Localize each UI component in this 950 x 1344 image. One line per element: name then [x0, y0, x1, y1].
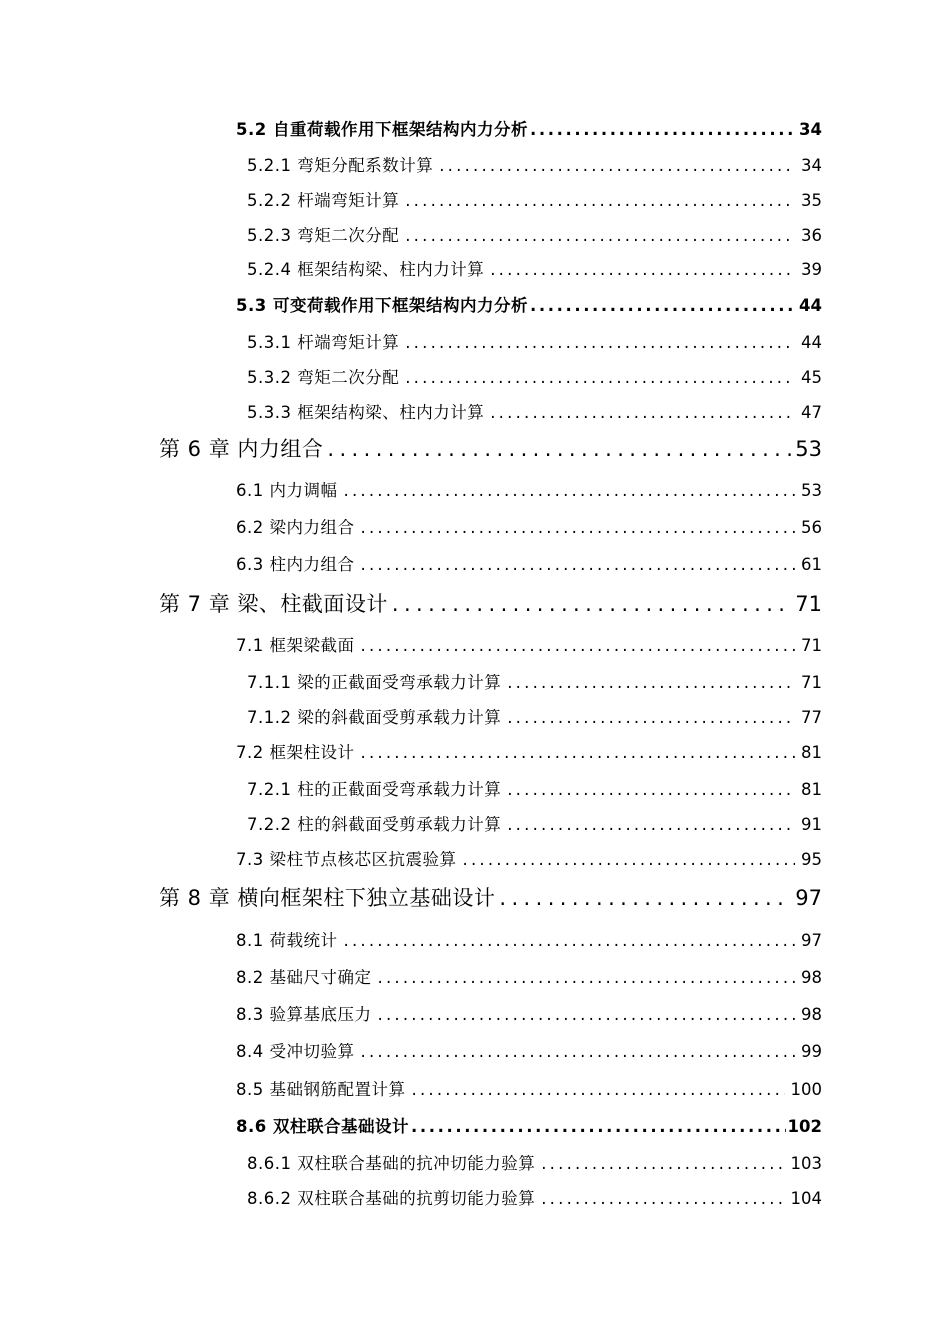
toc-entry-page: 34 — [801, 156, 822, 175]
toc-entry-8-6-1[interactable] — [247, 1150, 822, 1174]
toc-entry-page: 39 — [801, 260, 822, 279]
toc-entry-5-3-3[interactable] — [247, 399, 822, 423]
toc-entry-title: 7.2 框架柱设计 — [236, 743, 355, 762]
toc-entry-8-2[interactable] — [236, 964, 822, 988]
dot-leader — [507, 780, 795, 799]
dot-leader — [499, 886, 791, 910]
toc-entry-title: 5.3.3 框架结构梁、柱内力计算 — [247, 403, 485, 422]
toc-entry-title: 8.6.1 双柱联合基础的抗冲切能力验算 — [247, 1154, 536, 1173]
toc-entry-5-3-2[interactable] — [247, 364, 822, 388]
toc-entry-page: 36 — [801, 226, 822, 245]
dot-leader — [463, 850, 796, 869]
dot-leader — [344, 481, 796, 500]
toc-entry-7-2[interactable] — [236, 739, 822, 763]
toc-entry-page: 47 — [801, 403, 822, 422]
toc-entry-title: 5.2.4 框架结构梁、柱内力计算 — [247, 260, 485, 279]
toc-entry-page: 100 — [790, 1080, 822, 1099]
toc-entry-6-3[interactable] — [236, 551, 822, 575]
toc-entry-page: 35 — [801, 191, 822, 210]
toc-entry-page: 97 — [795, 886, 822, 910]
toc-entry-page: 98 — [801, 1005, 822, 1024]
toc-entry-title: 6.1 内力调幅 — [236, 481, 338, 500]
toc-entry-page: 104 — [790, 1189, 822, 1208]
toc-entry-page: 45 — [801, 368, 822, 387]
toc-entry-5-2-1[interactable] — [247, 152, 822, 176]
dot-leader — [412, 1080, 785, 1099]
toc-chapter-title: 第 8 章 横向框架柱下独立基础设计 — [159, 886, 496, 910]
toc-entry-7-1[interactable] — [236, 632, 822, 656]
dot-leader — [378, 968, 796, 987]
toc-entry-5-2-4[interactable] — [247, 256, 822, 280]
toc-chapter-title: 第 7 章 梁、柱截面设计 — [159, 592, 388, 616]
toc-chapter-8[interactable] — [159, 882, 822, 912]
toc-entry-page: 102 — [787, 1117, 822, 1136]
toc-entry-7-2-2[interactable] — [247, 811, 822, 835]
toc-entry-page: 77 — [801, 708, 822, 727]
toc-entry-title: 5.3.1 杆端弯矩计算 — [247, 333, 400, 352]
dot-leader — [405, 333, 795, 352]
toc-entry-5-3[interactable] — [236, 292, 822, 316]
toc-entry-title: 8.5 基础钢筋配置计算 — [236, 1080, 406, 1099]
toc-entry-title: 7.1.2 梁的斜截面受剪承载力计算 — [247, 708, 502, 727]
dot-leader — [327, 437, 791, 461]
toc-entry-title: 7.3 梁柱节点核芯区抗震验算 — [236, 850, 457, 869]
toc-entry-7-2-1[interactable] — [247, 776, 822, 800]
dot-leader — [411, 1117, 786, 1136]
dot-leader — [344, 931, 796, 950]
dot-leader — [405, 191, 795, 210]
toc-entry-page: 56 — [801, 518, 822, 537]
dot-leader — [490, 260, 795, 279]
toc-entry-8-6[interactable] — [236, 1113, 822, 1137]
toc-entry-5-2[interactable] — [236, 116, 822, 140]
dot-leader — [507, 815, 795, 834]
dot-leader — [361, 743, 796, 762]
dot-leader — [361, 1042, 796, 1061]
toc-entry-page: 81 — [801, 743, 822, 762]
dot-leader — [541, 1154, 784, 1173]
dot-leader — [361, 555, 796, 574]
toc-entry-title: 8.6.2 双柱联合基础的抗剪切能力验算 — [247, 1189, 536, 1208]
toc-entry-page: 97 — [801, 931, 822, 950]
toc-entry-5-2-2[interactable] — [247, 187, 822, 211]
toc-entry-8-3[interactable] — [236, 1001, 822, 1025]
toc-entry-6-1[interactable] — [236, 477, 822, 501]
toc-entry-title: 6.3 柱内力组合 — [236, 555, 355, 574]
toc-entry-page: 53 — [795, 437, 822, 461]
toc-entry-title: 8.1 荷载统计 — [236, 931, 338, 950]
toc-entry-title: 5.2.1 弯矩分配系数计算 — [247, 156, 434, 175]
dot-leader — [378, 1005, 796, 1024]
toc-entry-7-1-2[interactable] — [247, 704, 822, 728]
toc-entry-7-1-1[interactable] — [247, 669, 822, 693]
toc-entry-title: 7.2.2 柱的斜截面受剪承载力计算 — [247, 815, 502, 834]
toc-entry-7-3[interactable] — [236, 846, 822, 870]
toc-entry-title: 5.2.3 弯矩二次分配 — [247, 226, 400, 245]
toc-entry-title: 7.2.1 柱的正截面受弯承载力计算 — [247, 780, 502, 799]
toc-entry-page: 81 — [801, 780, 822, 799]
toc-entry-title: 8.2 基础尺寸确定 — [236, 968, 372, 987]
toc-entry-title: 6.2 梁内力组合 — [236, 518, 355, 537]
toc-chapter-6[interactable] — [159, 433, 822, 463]
toc-entry-page: 71 — [795, 592, 822, 616]
toc-entry-title: 5.2 自重荷载作用下框架结构内力分析 — [236, 120, 528, 139]
toc-entry-title: 7.1 框架梁截面 — [236, 636, 355, 655]
toc-entry-8-6-2[interactable] — [247, 1185, 822, 1209]
toc-entry-8-4[interactable] — [236, 1038, 822, 1062]
toc-chapter-title: 第 6 章 内力组合 — [159, 437, 324, 461]
toc-entry-title: 5.3 可变荷载作用下框架结构内力分析 — [236, 296, 528, 315]
toc-entry-title: 8.4 受冲切验算 — [236, 1042, 355, 1061]
toc-entry-page: 44 — [799, 296, 822, 315]
toc-entry-5-2-3[interactable] — [247, 222, 822, 246]
toc-entry-title: 5.3.2 弯矩二次分配 — [247, 368, 400, 387]
toc-entry-page: 34 — [799, 120, 822, 139]
toc-entry-page: 71 — [801, 673, 822, 692]
dot-leader — [490, 403, 795, 422]
toc-entry-page: 61 — [801, 555, 822, 574]
toc-entry-title: 5.2.2 杆端弯矩计算 — [247, 191, 400, 210]
dot-leader — [530, 296, 797, 315]
dot-leader — [530, 120, 797, 139]
toc-entry-8-1[interactable] — [236, 927, 822, 951]
toc-entry-8-5[interactable] — [236, 1076, 822, 1100]
dot-leader — [405, 226, 795, 245]
toc-entry-page: 44 — [801, 333, 822, 352]
toc-entry-5-3-1[interactable] — [247, 329, 822, 353]
toc-entry-page: 53 — [801, 481, 822, 500]
dot-leader — [405, 368, 795, 387]
toc-entry-page: 91 — [801, 815, 822, 834]
toc-entry-page: 99 — [801, 1042, 822, 1061]
dot-leader — [541, 1189, 784, 1208]
dot-leader — [507, 708, 795, 727]
toc-entry-page: 103 — [790, 1154, 822, 1173]
toc-entry-title: 8.3 验算基底压力 — [236, 1005, 372, 1024]
dot-leader — [439, 156, 795, 175]
dot-leader — [361, 518, 796, 537]
toc-entry-page: 95 — [801, 850, 822, 869]
dot-leader — [392, 592, 791, 616]
toc-chapter-7[interactable] — [159, 588, 822, 618]
toc-entry-6-2[interactable] — [236, 514, 822, 538]
dot-leader — [507, 673, 795, 692]
dot-leader — [361, 636, 796, 655]
toc-entry-page: 98 — [801, 968, 822, 987]
toc-entry-page: 71 — [801, 636, 822, 655]
toc-entry-title: 8.6 双柱联合基础设计 — [236, 1117, 409, 1136]
toc-entry-title: 7.1.1 梁的正截面受弯承载力计算 — [247, 673, 502, 692]
